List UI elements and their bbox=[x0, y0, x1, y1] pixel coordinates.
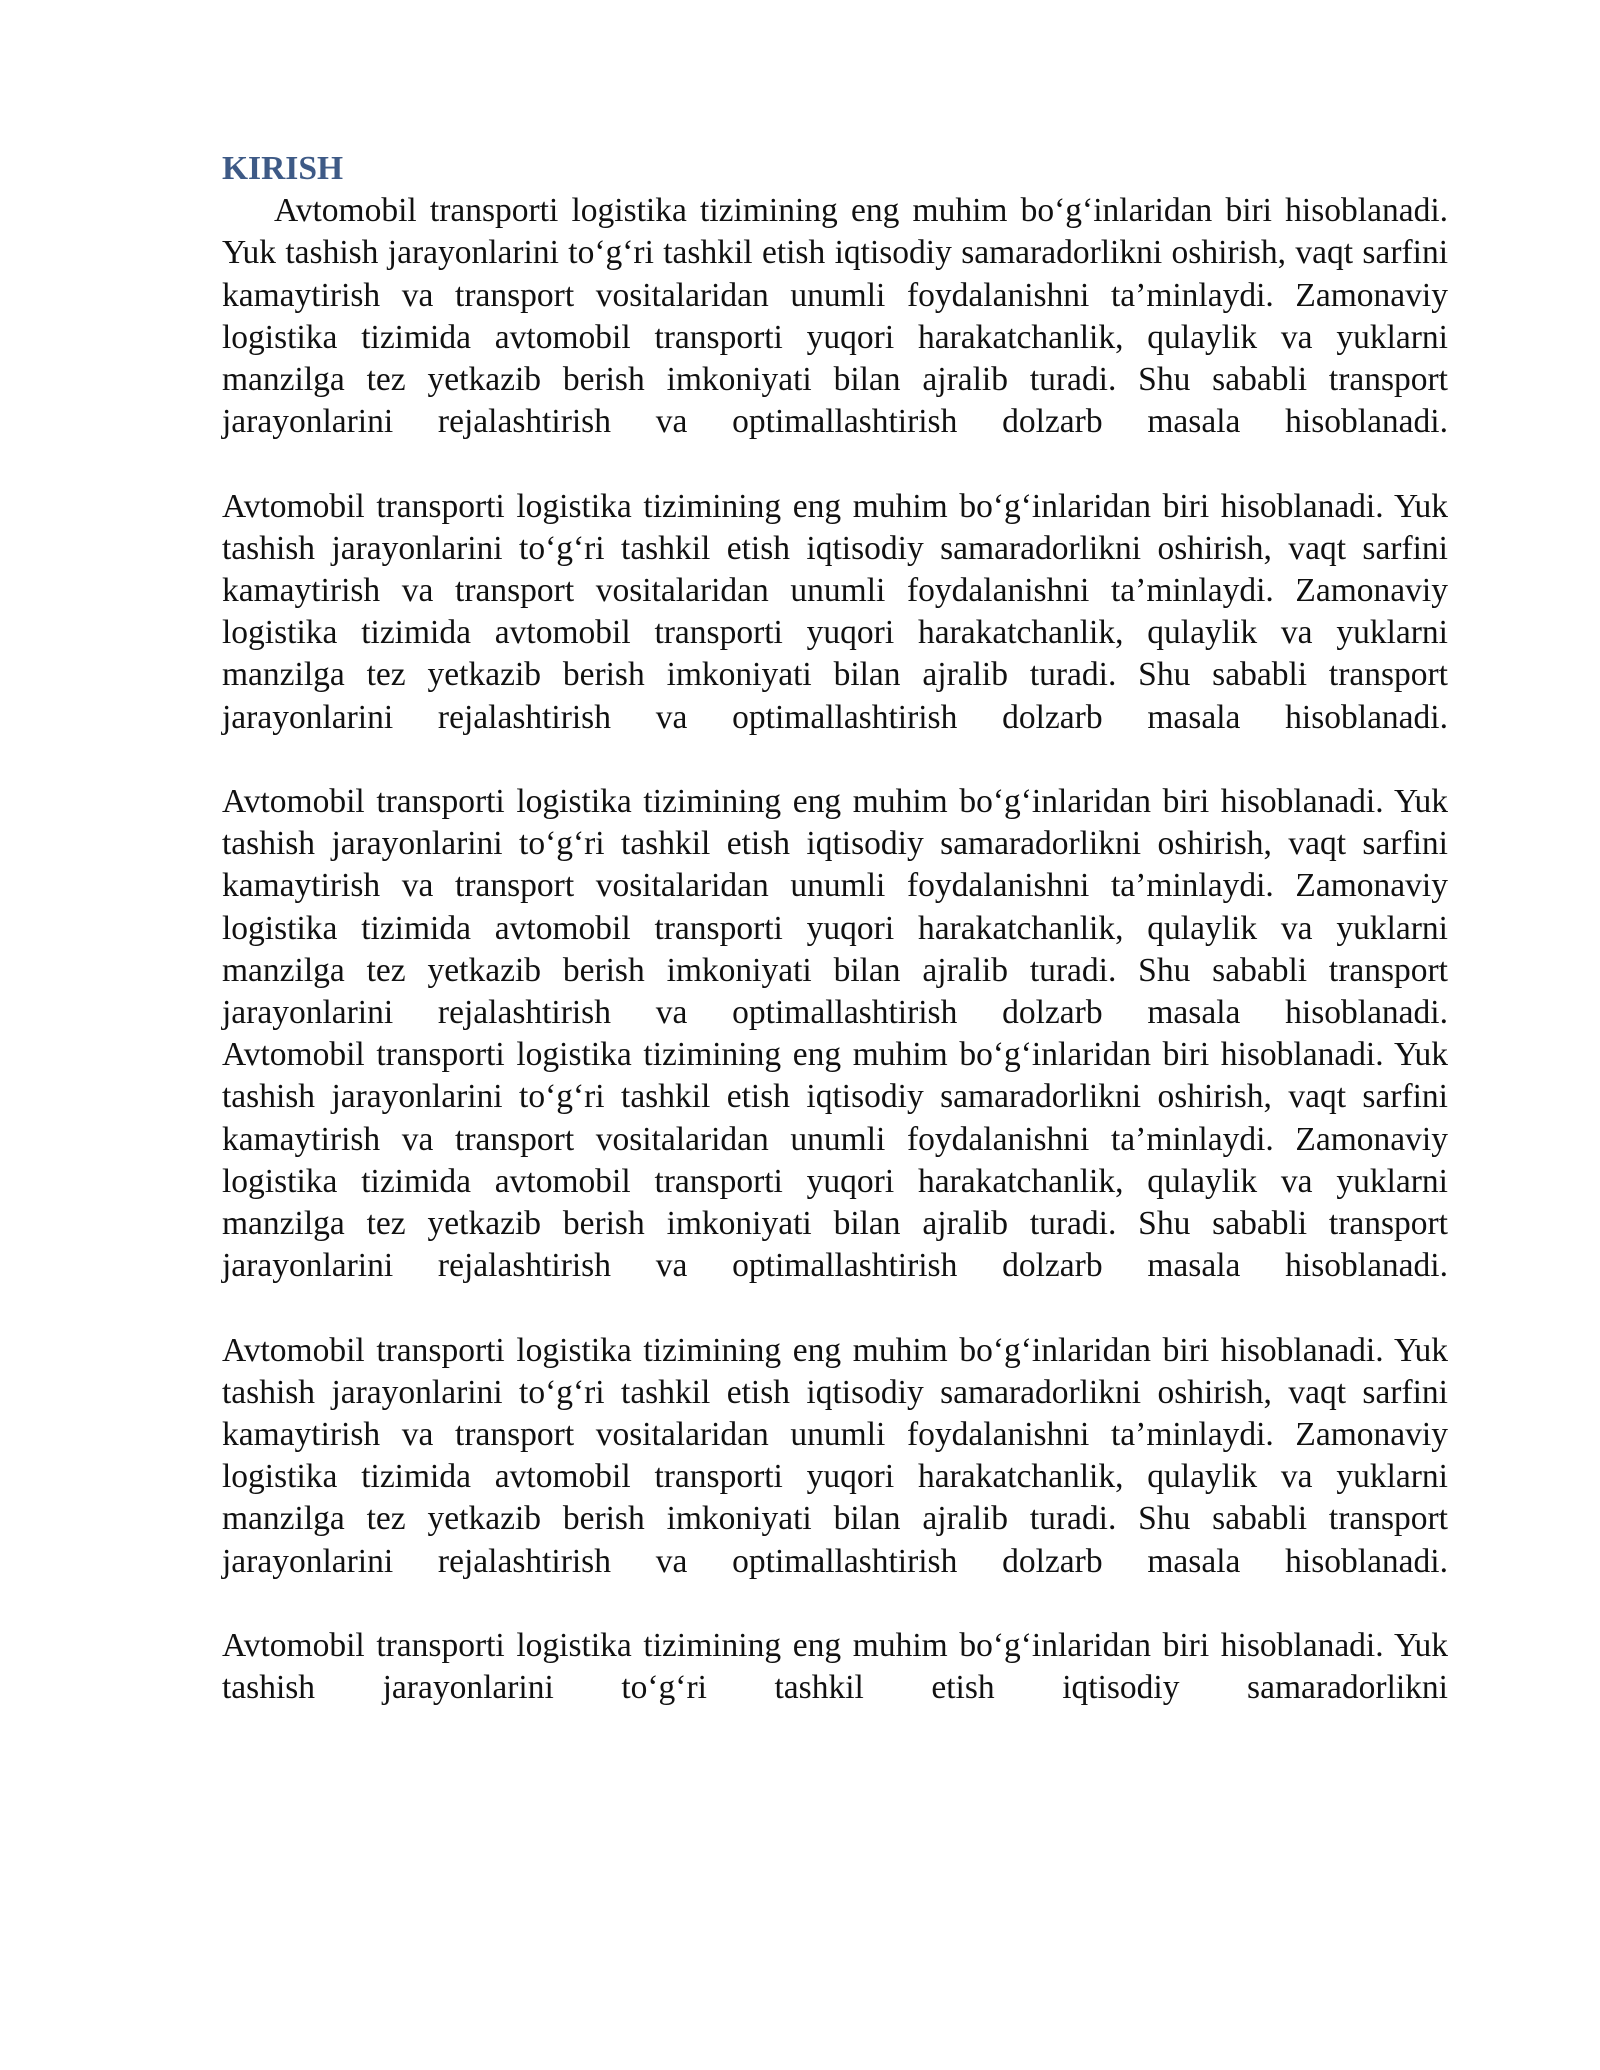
paragraph: Avtomobil transporti logistika tizimining eng muhim bo‘g‘inlaridan biri hisoblanadi. Yuk tashish jarayonlarini to‘g‘ri tashkil etish iqtisodiy samaradorlikni oshirish, vaqt sarfini kamaytirish va transport vositalaridan unumli foydalanishni ta’minlaydi. Zamonaviy logistika tizimida avtomobil transporti yuqori harakatchanlik, qulaylik va yuklarni manzilga tez yetkazib berish imkoniyati bilan ajralib turadi. Shu sababli transport jarayonlarini rejalashtirish va optimallashtirish dolzarb masala hisoblanadi. bbox=[222, 487, 1448, 736]
paragraph: Avtomobil transporti logistika tizimining eng muhim bo‘g‘inlaridan biri hisoblanadi. Yuk tashish jarayonlarini to‘g‘ri tashkil etish iqtisodiy samaradorlikni oshirish, vaqt sarfini kamaytirish va transport vositalaridan unumli foydalanishni ta’minlaydi. Zamonaviy logistika tizimida avtomobil transporti yuqori harakatchanlik, qulaylik va yuklarni manzilga tez yetkazib berish imkoniyati bilan ajralib turadi. Shu sababli transport jarayonlarini rejalashtirish va optimallashtirish dolzarb masala hisoblanadi. bbox=[222, 1036, 1448, 1285]
paragraph: Avtomobil transporti logistika tizimining eng muhim bo‘g‘inlaridan biri hisoblanadi. Yuk tashish jarayonlarini to‘g‘ri tashkil etish iqtisodiy samaradorlikni bbox=[222, 1627, 1448, 1707]
document-page bbox=[222, 148, 1448, 1709]
paragraph: Avtomobil transporti logistika tizimining eng muhim bo‘g‘inlaridan biri hisoblanadi. Yuk tashish jarayonlarini to‘g‘ri tashkil etish iqtisodiy samaradorlikni oshirish, vaqt sarfini kamaytirish va transport vositalaridan unumli foydalanishni ta’minlaydi. Zamonaviy logistika tizimida avtomobil transporti yuqori harakatchanlik, qulaylik va yuklarni manzilga tez yetkazib berish imkoniyati bilan ajralib turadi. Shu sababli transport jarayonlarini rejalashtirish va optimallashtirish dolzarb masala hisoblanadi. bbox=[222, 192, 1448, 441]
section-heading: KIRISH bbox=[222, 150, 344, 187]
paragraph: Avtomobil transporti logistika tizimining eng muhim bo‘g‘inlaridan biri hisoblanadi. Yuk tashish jarayonlarini to‘g‘ri tashkil etish iqtisodiy samaradorlikni oshirish, vaqt sarfini kamaytirish va transport vositalaridan unumli foydalanishni ta’minlaydi. Zamonaviy logistika tizimida avtomobil transporti yuqori harakatchanlik, qulaylik va yuklarni manzilga tez yetkazib berish imkoniyati bilan ajralib turadi. Shu sababli transport jarayonlarini rejalashtirish va optimallashtirish dolzarb masala hisoblanadi. bbox=[222, 783, 1448, 1032]
paragraph: Avtomobil transporti logistika tizimining eng muhim bo‘g‘inlaridan biri hisoblanadi. Yuk tashish jarayonlarini to‘g‘ri tashkil etish iqtisodiy samaradorlikni oshirish, vaqt sarfini kamaytirish va transport vositalaridan unumli foydalanishni ta’minlaydi. Zamonaviy logistika tizimida avtomobil transporti yuqori harakatchanlik, qulaylik va yuklarni manzilga tez yetkazib berish imkoniyati bilan ajralib turadi. Shu sababli transport jarayonlarini rejalashtirish va optimallashtirish dolzarb masala hisoblanadi. bbox=[222, 1331, 1448, 1580]
